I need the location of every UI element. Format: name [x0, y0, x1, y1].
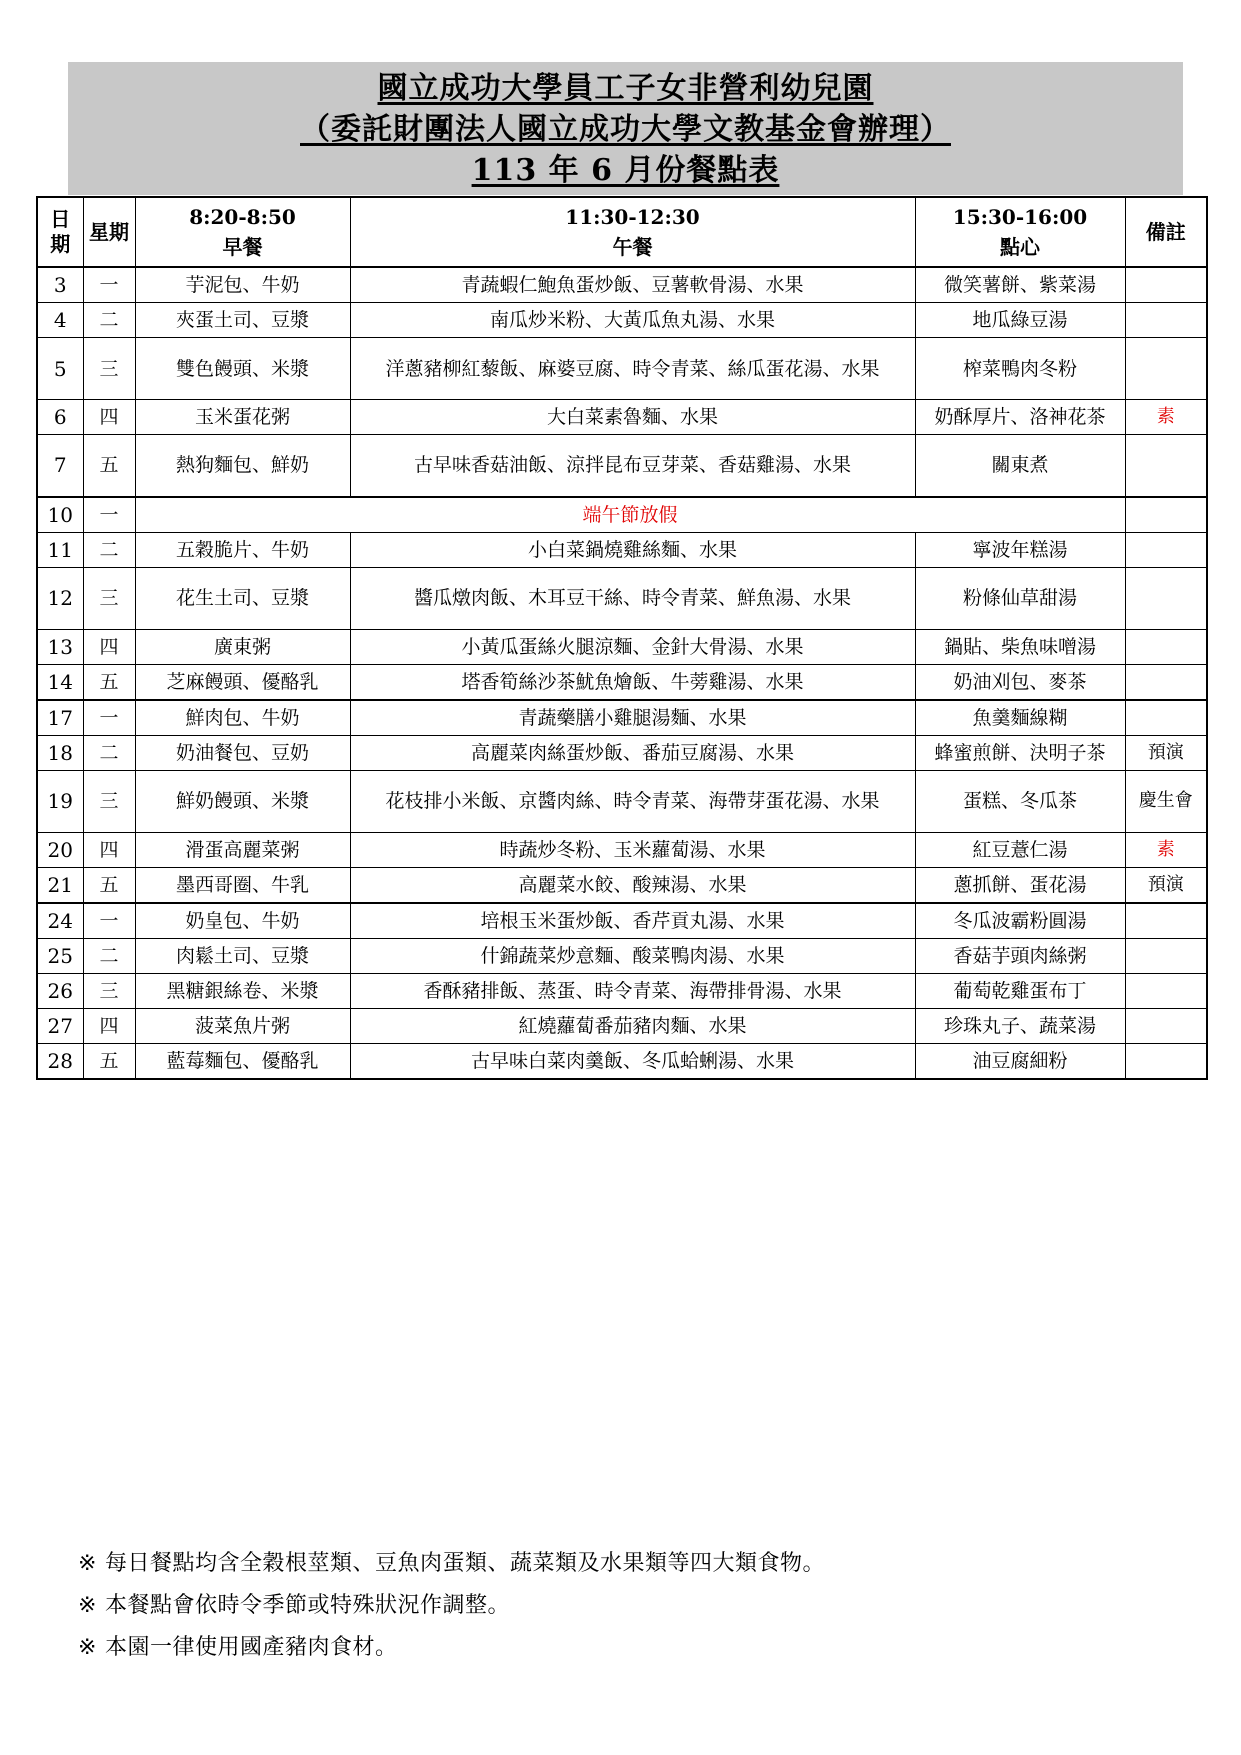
cell-breakfast: 花生土司、豆漿 [135, 567, 350, 629]
footer-note [78, 1543, 1078, 1585]
cell-weekday: 一 [83, 497, 135, 533]
cell-weekday: 五 [83, 435, 135, 497]
cell-date: 25 [37, 938, 83, 973]
note-text: 本餐點會依時令季節或特殊狀況作調整。 [104, 1593, 510, 1618]
cell-date: 10 [37, 497, 83, 533]
table-header-row [37, 197, 1207, 267]
cell-lunch: 塔香筍絲沙茶魷魚燴飯、牛蒡雞湯、水果 [350, 664, 915, 700]
cell-snack: 蛋糕、冬瓜茶 [915, 770, 1125, 832]
cell-breakfast: 墨西哥圈、牛乳 [135, 867, 350, 903]
cell-weekday: 二 [83, 303, 135, 338]
table-row [37, 303, 1207, 338]
cell-date: 6 [37, 400, 83, 435]
cell-note: 預演 [1125, 867, 1207, 903]
cell-snack: 奶油刈包、麥茶 [915, 664, 1125, 700]
cell-breakfast: 五穀脆片、牛奶 [135, 532, 350, 567]
cell-breakfast: 廣東粥 [135, 629, 350, 664]
header-snack [915, 197, 1125, 267]
cell-weekday: 五 [83, 867, 135, 903]
cell-weekday: 三 [83, 567, 135, 629]
cell-breakfast: 熱狗麵包、鮮奶 [135, 435, 350, 497]
cell-note [1125, 973, 1207, 1008]
cell-date: 20 [37, 832, 83, 867]
cell-weekday: 四 [83, 400, 135, 435]
table-row [37, 973, 1207, 1008]
cell-snack: 關東煮 [915, 435, 1125, 497]
header-breakfast-label: 早餐 [222, 235, 263, 259]
cell-snack: 珍珠丸子、蔬菜湯 [915, 1008, 1125, 1043]
cell-note: 預演 [1125, 735, 1207, 770]
table-row [37, 735, 1207, 770]
cell-weekday: 二 [83, 532, 135, 567]
table-row [37, 532, 1207, 567]
cell-weekday: 三 [83, 770, 135, 832]
header-lunch [350, 197, 915, 267]
header-weekday: 星期 [83, 197, 135, 267]
cell-weekday: 一 [83, 903, 135, 939]
footer-note [78, 1585, 1078, 1627]
table-row [37, 832, 1207, 867]
title-line-1-text: 國立成功大學員工子女非營利幼兒園 [377, 71, 874, 106]
cell-snack: 油豆腐細粉 [915, 1043, 1125, 1079]
cell-note: 慶生會 [1125, 770, 1207, 832]
cell-weekday: 二 [83, 938, 135, 973]
header-breakfast-time: 8:20-8:50 [189, 205, 296, 229]
cell-note [1125, 1008, 1207, 1043]
note-text: 每日餐點均含全穀根莖類、豆魚肉蛋類、蔬菜類及水果類等四大類食物。 [104, 1551, 825, 1576]
table-row [37, 1043, 1207, 1079]
cell-lunch: 時蔬炒冬粉、玉米蘿蔔湯、水果 [350, 832, 915, 867]
cell-note [1125, 938, 1207, 973]
cell-lunch: 高麗菜水餃、酸辣湯、水果 [350, 867, 915, 903]
cell-lunch: 小白菜鍋燒雞絲麵、水果 [350, 532, 915, 567]
cell-lunch: 紅燒蘿蔔番茄豬肉麵、水果 [350, 1008, 915, 1043]
cell-lunch: 培根玉米蛋炒飯、香芹貢丸湯、水果 [350, 903, 915, 939]
cell-breakfast: 鮮肉包、牛奶 [135, 700, 350, 736]
cell-weekday: 一 [83, 700, 135, 736]
cell-lunch: 洋蔥豬柳紅藜飯、麻婆豆腐、時令青菜、絲瓜蛋花湯、水果 [350, 338, 915, 400]
cell-weekday: 一 [83, 267, 135, 303]
table-row [37, 338, 1207, 400]
cell-date: 14 [37, 664, 83, 700]
header-lunch-time: 11:30-12:30 [565, 205, 700, 229]
cell-lunch: 古早味香菇油飯、涼拌昆布豆芽菜、香菇雞湯、水果 [350, 435, 915, 497]
cell-breakfast: 雙色饅頭、米漿 [135, 338, 350, 400]
cell-snack: 鍋貼、柴魚味噌湯 [915, 629, 1125, 664]
cell-date: 21 [37, 867, 83, 903]
cell-breakfast: 芋泥包、牛奶 [135, 267, 350, 303]
cell-lunch: 大白菜素魯麵、水果 [350, 400, 915, 435]
cell-note [1125, 903, 1207, 939]
cell-note [1125, 700, 1207, 736]
table-row [37, 938, 1207, 973]
cell-snack: 香菇芋頭肉絲粥 [915, 938, 1125, 973]
table-row [37, 867, 1207, 903]
table-row [37, 1008, 1207, 1043]
cell-lunch: 香酥豬排飯、蒸蛋、時令青菜、海帶排骨湯、水果 [350, 973, 915, 1008]
title-line-2-text: （委託財團法人國立成功大學文教基金會辦理） [300, 112, 951, 147]
cell-snack: 奶酥厚片、洛神花茶 [915, 400, 1125, 435]
cell-snack: 魚羹麵線糊 [915, 700, 1125, 736]
header-breakfast [135, 197, 350, 267]
cell-snack: 微笑薯餅、紫菜湯 [915, 267, 1125, 303]
cell-snack: 葡萄乾雞蛋布丁 [915, 973, 1125, 1008]
cell-date: 17 [37, 700, 83, 736]
table-row [37, 770, 1207, 832]
cell-lunch: 什錦蔬菜炒意麵、酸菜鴨肉湯、水果 [350, 938, 915, 973]
cell-note [1125, 303, 1207, 338]
note-mark-icon: ※ [78, 1551, 97, 1576]
cell-breakfast: 夾蛋土司、豆漿 [135, 303, 350, 338]
cell-snack: 寧波年糕湯 [915, 532, 1125, 567]
cell-weekday: 五 [83, 664, 135, 700]
cell-weekday: 二 [83, 735, 135, 770]
cell-snack: 粉條仙草甜湯 [915, 567, 1125, 629]
cell-breakfast: 黑糖銀絲卷、米漿 [135, 973, 350, 1008]
cell-snack: 蔥抓餅、蛋花湯 [915, 867, 1125, 903]
header-note: 備註 [1125, 197, 1207, 267]
menu-table-body [37, 267, 1207, 1079]
cell-note [1125, 267, 1207, 303]
cell-date: 11 [37, 532, 83, 567]
cell-breakfast: 玉米蛋花粥 [135, 400, 350, 435]
cell-breakfast: 滑蛋高麗菜粥 [135, 832, 350, 867]
title-line-2 [68, 109, 1183, 150]
cell-date: 4 [37, 303, 83, 338]
cell-snack: 紅豆薏仁湯 [915, 832, 1125, 867]
cell-note: 素 [1125, 400, 1207, 435]
cell-lunch: 醬瓜燉肉飯、木耳豆干絲、時令青菜、鮮魚湯、水果 [350, 567, 915, 629]
cell-snack: 冬瓜波霸粉圓湯 [915, 903, 1125, 939]
cell-note [1125, 567, 1207, 629]
cell-note [1125, 629, 1207, 664]
cell-note [1125, 497, 1207, 533]
table-row [37, 629, 1207, 664]
cell-date: 12 [37, 567, 83, 629]
cell-lunch: 高麗菜肉絲蛋炒飯、番茄豆腐湯、水果 [350, 735, 915, 770]
cell-breakfast: 芝麻饅頭、優酪乳 [135, 664, 350, 700]
note-text: 本園一律使用國產豬肉食材。 [104, 1635, 398, 1660]
footer-notes [78, 1543, 1078, 1669]
cell-date: 3 [37, 267, 83, 303]
cell-breakfast: 奶皇包、牛奶 [135, 903, 350, 939]
header-snack-time: 15:30-16:00 [952, 205, 1088, 229]
table-row [37, 435, 1207, 497]
note-mark-icon: ※ [78, 1593, 97, 1618]
cell-date: 5 [37, 338, 83, 400]
cell-holiday-notice: 端午節放假 [135, 497, 1125, 533]
header-snack-label: 點心 [1000, 235, 1040, 259]
cell-lunch: 古早味白菜肉羹飯、冬瓜蛤蜊湯、水果 [350, 1043, 915, 1079]
cell-weekday: 四 [83, 832, 135, 867]
cell-snack: 榨菜鴨肉冬粉 [915, 338, 1125, 400]
cell-lunch: 青蔬蝦仁鮑魚蛋炒飯、豆薯軟骨湯、水果 [350, 267, 915, 303]
cell-weekday: 四 [83, 1008, 135, 1043]
cell-breakfast: 藍莓麵包、優酪乳 [135, 1043, 350, 1079]
header-date-char-1: 日 [50, 207, 71, 231]
cell-note: 素 [1125, 832, 1207, 867]
header-date [37, 197, 83, 267]
cell-lunch: 南瓜炒米粉、大黃瓜魚丸湯、水果 [350, 303, 915, 338]
table-row [37, 497, 1207, 533]
cell-note [1125, 1043, 1207, 1079]
cell-date: 27 [37, 1008, 83, 1043]
header-date-char-2: 期 [50, 232, 71, 256]
title-line-1 [68, 68, 1183, 109]
cell-note [1125, 532, 1207, 567]
table-row [37, 567, 1207, 629]
cell-lunch: 花枝排小米飯、京醬肉絲、時令青菜、海帶芽蛋花湯、水果 [350, 770, 915, 832]
title-banner [68, 62, 1183, 195]
cell-weekday: 三 [83, 973, 135, 1008]
cell-date: 18 [37, 735, 83, 770]
cell-weekday: 三 [83, 338, 135, 400]
cell-note [1125, 664, 1207, 700]
cell-breakfast: 菠菜魚片粥 [135, 1008, 350, 1043]
cell-date: 24 [37, 903, 83, 939]
cell-lunch: 青蔬藥膳小雞腿湯麵、水果 [350, 700, 915, 736]
header-lunch-label: 午餐 [612, 235, 653, 259]
cell-note [1125, 338, 1207, 400]
table-row [37, 400, 1207, 435]
cell-weekday: 四 [83, 629, 135, 664]
cell-breakfast: 鮮奶饅頭、米漿 [135, 770, 350, 832]
note-mark-icon: ※ [78, 1635, 97, 1660]
cell-date: 28 [37, 1043, 83, 1079]
title-line-3 [68, 150, 1183, 191]
menu-table [36, 196, 1208, 1080]
table-row [37, 664, 1207, 700]
cell-snack: 地瓜綠豆湯 [915, 303, 1125, 338]
cell-breakfast: 肉鬆土司、豆漿 [135, 938, 350, 973]
cell-date: 26 [37, 973, 83, 1008]
cell-date: 13 [37, 629, 83, 664]
title-line-3-text: 113 年 6 月份餐點表 [471, 153, 780, 188]
cell-date: 7 [37, 435, 83, 497]
footer-note [78, 1627, 1078, 1669]
cell-snack: 蜂蜜煎餅、決明子茶 [915, 735, 1125, 770]
cell-weekday: 五 [83, 1043, 135, 1079]
table-row [37, 903, 1207, 939]
cell-lunch: 小黃瓜蛋絲火腿涼麵、金針大骨湯、水果 [350, 629, 915, 664]
cell-breakfast: 奶油餐包、豆奶 [135, 735, 350, 770]
cell-date: 19 [37, 770, 83, 832]
table-row [37, 267, 1207, 303]
cell-note [1125, 435, 1207, 497]
table-row [37, 700, 1207, 736]
